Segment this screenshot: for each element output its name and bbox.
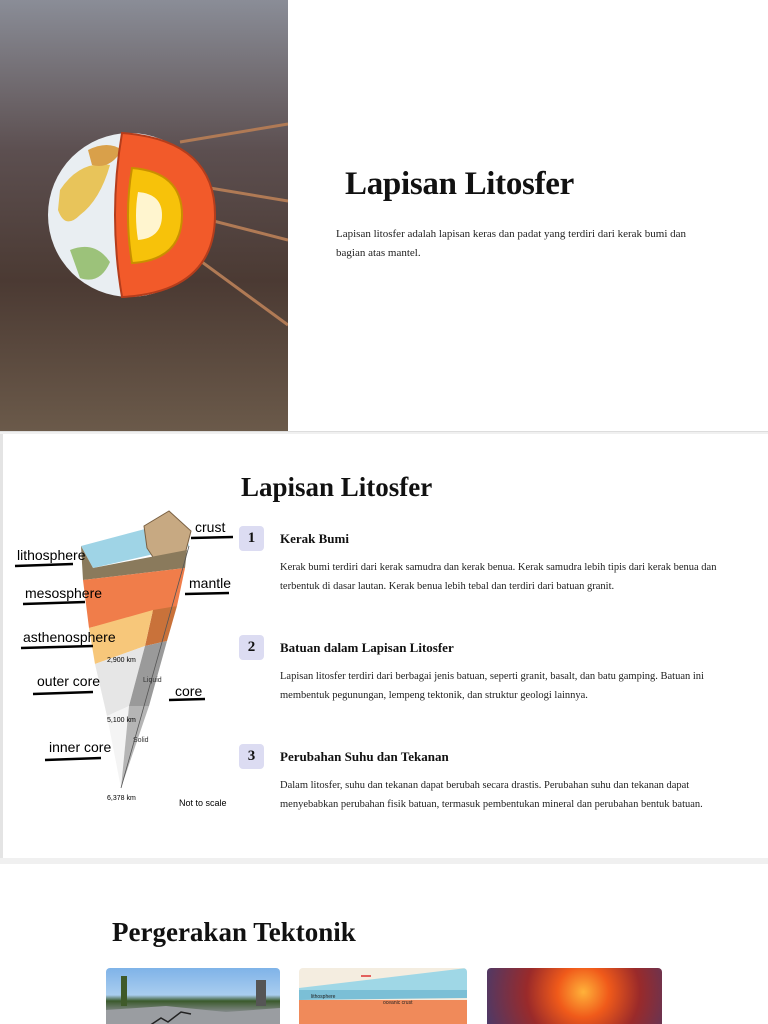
earth-layers-diagram xyxy=(9,506,239,816)
road xyxy=(106,1006,280,1024)
item-number-badge: 3 xyxy=(239,744,264,769)
depth-2900: 2,900 km xyxy=(107,657,136,664)
earth-layers-photo xyxy=(0,0,288,432)
earthquake-crack-photo xyxy=(106,968,280,1024)
post xyxy=(256,980,266,1006)
subduction-diagram xyxy=(299,968,467,1024)
item-title: Kerak Bumi xyxy=(280,531,349,546)
list-item xyxy=(239,744,729,844)
label-mantle: mantle xyxy=(189,575,232,591)
label-mesosphere: mesosphere xyxy=(25,585,103,601)
slide-title: Pergerakan Tektonik xyxy=(112,917,356,947)
label-underline xyxy=(33,692,93,694)
depth-6378: 6,378 km xyxy=(107,795,136,802)
label-underline xyxy=(185,593,229,594)
slide-title: Lapisan Litosfer xyxy=(241,472,433,502)
label-underline xyxy=(45,758,101,760)
item-text: Dalam litosfer, suhu dan tekanan dapat berubah secara drastis. Perubahan suhu dan tekanan dapat menyebabkan perubahan fisik batuan, termasuk pembentukan mineral dan perubahan bentuk batuan. xyxy=(280,780,703,810)
label-underline xyxy=(21,646,93,648)
slide-layers xyxy=(0,434,768,858)
slide-tectonics xyxy=(0,864,768,1024)
depth-5100: 5,100 km xyxy=(107,717,136,724)
volcano-eruption-photo xyxy=(487,968,662,1024)
label-outer-core: outer core xyxy=(37,673,101,689)
slide-intro xyxy=(0,0,768,432)
label-core: core xyxy=(175,683,203,699)
item-text: Lapisan litosfer terdiri dari berbagai jenis batuan, seperti granit, basalt, dan batu gamping. Batuan ini membentuk pegunungan, lempeng tektonik, dan struktur geologi lainnya. xyxy=(280,671,704,701)
label-lithosphere: lithosphere xyxy=(17,547,86,563)
pointer-line xyxy=(180,124,288,142)
item-title: Batuan dalam Lapisan Litosfer xyxy=(280,640,454,655)
label-crust: crust xyxy=(195,519,226,535)
solid-label: Solid xyxy=(133,737,149,744)
slide-title: Lapisan Litosfer xyxy=(345,166,574,202)
liquid-label: Liquid xyxy=(143,677,162,684)
label-inner-core: inner core xyxy=(49,739,112,755)
tree xyxy=(121,976,127,1006)
list-item xyxy=(239,526,729,606)
slide-description: Lapisan litosfer adalah lapisan keras dan padat yang terdiri dari kerak bumi dan bagian atas mantel. xyxy=(336,228,687,259)
label-asthenosphere: asthenosphere xyxy=(23,629,116,645)
earth-cutaway-illustration xyxy=(0,0,288,432)
oceanic-crust-label: oceanic crust xyxy=(383,1000,413,1006)
label-underline xyxy=(23,602,85,604)
item-title: Perubahan Suhu dan Tekanan xyxy=(280,749,449,764)
label-underline xyxy=(169,699,205,700)
crack-illustration xyxy=(106,968,280,1024)
scale-note: Not to scale xyxy=(179,798,227,808)
label-underline xyxy=(191,537,233,538)
item-number-badge: 2 xyxy=(239,635,264,660)
lithosphere-label: lithosphere xyxy=(311,994,336,1000)
label-underline xyxy=(15,564,73,566)
subduction-illustration xyxy=(299,968,467,1024)
item-number-badge: 1 xyxy=(239,526,264,551)
list-item xyxy=(239,635,729,715)
item-text: Kerak bumi terdiri dari kerak samudra dan kerak benua. Kerak samudra lebih tipis dari kerak benua dan terbentuk di dasar lautan. Kerak benua lebih tebal dan terdiri dari batuan granit. xyxy=(280,562,717,592)
